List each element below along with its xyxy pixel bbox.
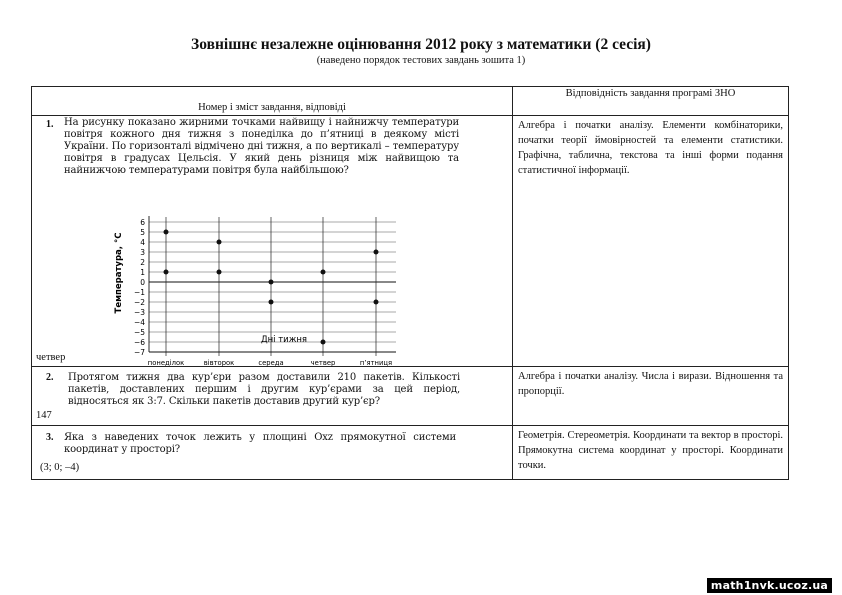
temperature-chart [32,116,513,367]
task-3-cell [32,426,513,480]
x-tick-label: вівторок [203,359,235,367]
x-tick-label: середа [258,359,284,367]
y-tick-label: −2 [133,298,145,307]
data-point [269,280,274,285]
task-2-text: Протягом тижня два кур’єри разом доставили 210 пакетів. Кількості пакетів, доставлених першим і другим кур’єрами за цей період, відносяться як 3:7. Скільки пакетів доставив другий кур’єр? [68,372,460,407]
task-1-program-cell [513,116,789,367]
task-2-program-cell [513,367,789,426]
task-1-text: На рисунку показано жирними точками найвищу і найнижчу температури повітря кожного дня тижня з понеділка до п’ятниці в деякому місті України. По горизонталі відмічено дні тижня, а по вертикалі – температуру повітря в градусах Цельсія. У який день різниця між найвищою та найнижчою температурами повітря була найбільшою? [64,117,459,176]
y-tick-label: −6 [133,338,145,347]
task-1-program: Алгебра і початки аналізу. Елементи комбінаторики, початки теорії ймовірностей та елементи статистики. Графічна, таблична, текстова та інші форми подання статистичної інформації. [518,120,783,176]
y-tick-label: 2 [140,258,145,267]
data-point [321,270,326,275]
data-point [217,240,222,245]
data-point [374,250,379,255]
page-title: Зовнішнє незалежне оцінювання 2012 року з математики (2 сесія) [191,36,651,53]
y-tick-label: −7 [133,348,145,357]
column-header-tasks: Номер і зміст завдання, відповіді [32,87,513,116]
site-watermark: math1nvk.ucoz.ua [707,578,832,593]
data-point [374,300,379,305]
chart-y-ticks [134,218,145,357]
y-tick-label: 5 [140,228,145,237]
task-2-number: 2. [46,372,54,383]
x-tick-label: четвер [310,359,336,367]
data-point [321,340,326,345]
data-point [217,270,222,275]
y-tick-label: −4 [133,318,145,327]
y-tick-label: 0 [140,278,145,287]
y-tick-label: 1 [140,268,145,277]
task-2-program: Алгебра і початки аналізу. Числа і вирази. Відношення та пропорції. [518,371,783,397]
column-header-program: Відповідність завдання програмі ЗНО [513,87,789,116]
y-tick-label: 6 [140,218,145,227]
y-tick-label: 4 [140,238,145,247]
x-tick-label: понеділок [147,359,185,367]
task-2-cell [32,367,513,426]
page-subtitle: (наведено порядок тестових завдань зошита 1) [316,55,526,66]
task-1-number: 1. [46,119,54,130]
data-point [269,300,274,305]
y-tick-label: 3 [140,248,145,257]
task-3-program: Геометрія. Стереометрія. Координати та вектор в просторі. Прямокутна система координат у просторі. Координати точки. [518,430,783,471]
y-tick-label: −1 [133,288,145,297]
data-point [164,270,169,275]
task-3-number: 3. [46,432,54,443]
y-tick-label: −3 [133,308,145,317]
task-1-answer: четвер [36,352,66,363]
chart-y-label: Температура, °С [114,232,124,314]
task-3-text: Яка з наведених точок лежить у площині Oxz прямокутної системи координат у просторі? [64,432,456,455]
task-3-answer: (3; 0; –4) [40,462,80,473]
data-point [164,230,169,235]
tasks-table [31,86,789,480]
task-2-answer: 147 [36,410,52,421]
x-tick-label: п’ятниця [359,359,393,367]
y-tick-label: −5 [133,328,145,337]
task-1-cell [32,116,513,367]
task-3-program-cell [513,426,789,480]
chart-x-label: Дні тижня [260,335,308,345]
